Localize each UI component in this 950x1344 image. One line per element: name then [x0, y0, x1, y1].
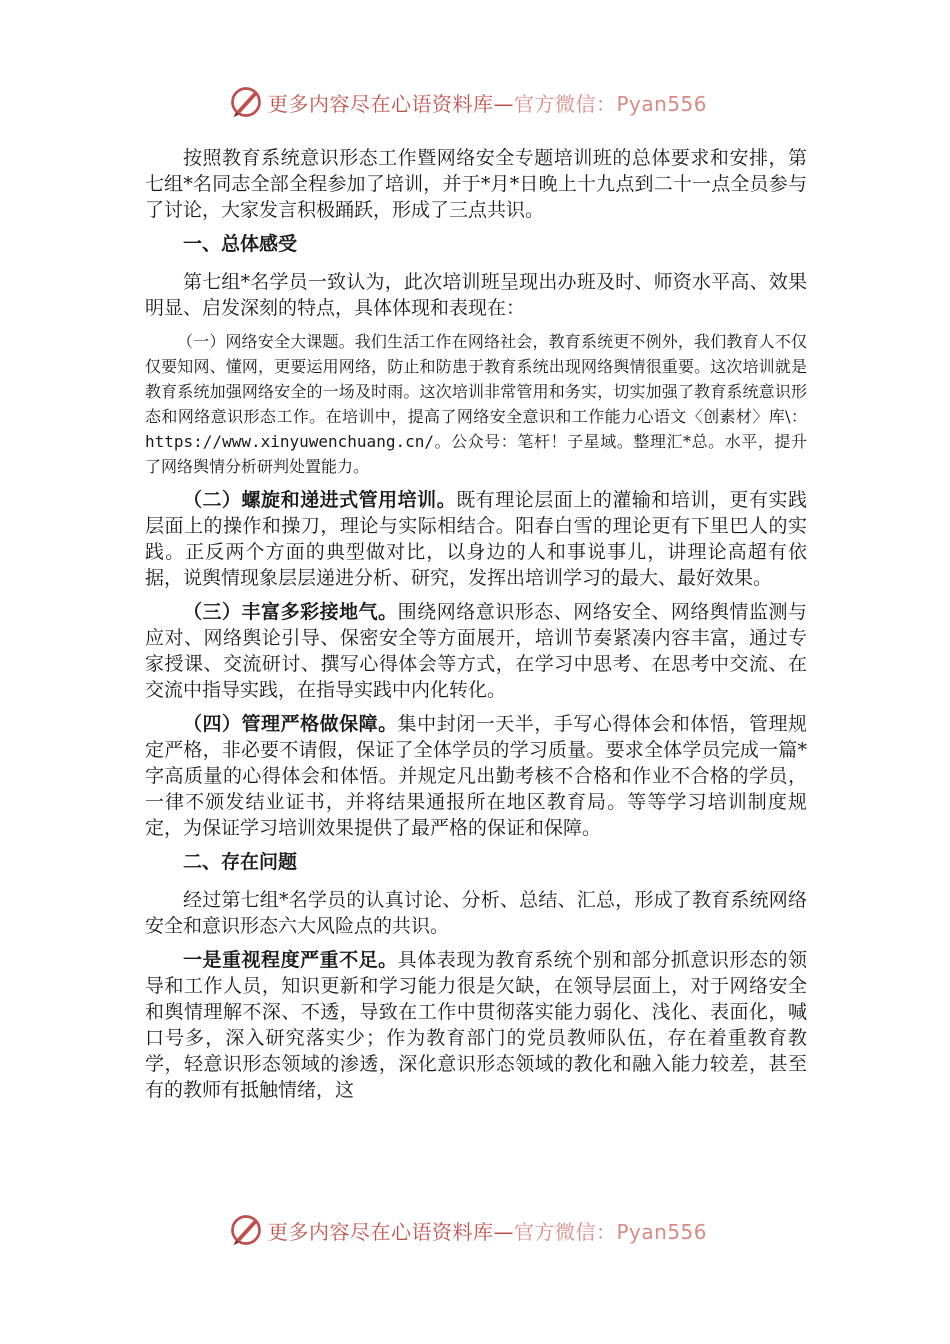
- pen-logo-icon: [228, 1212, 264, 1248]
- watermark-text: 更多内容尽在心语资料库—官方微信：Pyan556: [268, 1219, 708, 1244]
- paragraph-strict-management: （四）管理严格做保障。集中封闭一天半，手写心得体会和体悟，管理规定严格，非必要不请假，保证了全体学员的学习质量。要求全体学员完成一篇*字高质量的心得体会和体悟。并规定凡出勤考核不合格和作业不合格的学员，一律不颁发结业证书，并将结果通报所在地区教育局。等等学习培训制度规定，为保证学习培训效果提供了最严格的保证和保障。: [145, 713, 807, 839]
- pen-logo-icon: [228, 84, 264, 120]
- paragraph-network-security: （一）网络安全大课题。我们生活工作在网络社会，教育系统更不例外，我们教育人不仅仅要知网、懂网，更要运用网络，防止和防患于教育系统出现网络舆情很重要。这次培训就是教育系统加强网络安全的一场及时雨。这次培训非常管用和务实，切实加强了教育系统意识形态和网络意识形态工作。在培训中，提高了网络安全意识和工作能力心语文〈创素材〉库\：https://www.xinyuwenchuang.cn/。公众号：笔杆！子星域。整理汇*总。水平，提升了网络舆情分析研判处置能力。: [145, 332, 807, 476]
- paragraph-spiral-training: （二）螺旋和递进式管用培训。既有理论层面上的灌输和培训，更有实践层面上的操作和操刀，理论与实际相结合。阳春白雪的理论更有下里巴人的实践。正反两个方面的典型做对比，以身边的人和事说事儿，讲理论高超有依据，说舆情现象层层递进分析、研究，发挥出培训学习的最大、最好效果。: [145, 489, 807, 589]
- source-url: https://www.xinyuwenchuang.cn/: [145, 432, 434, 451]
- section-heading-overall: 一、总体感受: [183, 233, 298, 255]
- footer-watermark-banner: [228, 1210, 748, 1250]
- paragraph-insufficient-attention: 一是重视程度严重不足。具体表现为教育系统个别和部分抓意识形态的领导和工作人员，知识更新和学习能力很是欠缺，在领导层面上，对于网络安全和舆情理解不深、不透，导致在工作中贯彻落实能力弱化、浅化、表面化，喊口号多，深入研究落实少；作为教育部门的党员教师队伍，存在着重教育教学，轻意识形态领域的渗透，深化意识形态领域的教化和融入能力较差，甚至有的教师有抵触情绪，这: [145, 949, 807, 1101]
- document-body: [145, 145, 807, 1111]
- paragraph-risk-points: 经过第七组*名学员的认真讨论、分析、总结、汇总，形成了教育系统网络安全和意识形态六大风险点的共识。: [145, 889, 807, 937]
- paragraph-rich-content: （三）丰富多彩接地气。围绕网络意识形态、网络安全、网络舆情监测与应对、网络舆论引导、保密安全等方面展开，培训节奏紧凑内容丰富，通过专家授课、交流研讨、撰写心得体会等方式，在学习中思考、在思考中交流、在交流中指导实践，在指导实践中内化转化。: [145, 601, 807, 701]
- intro-paragraph: 按照教育系统意识形态工作暨网络安全专题培训班的总体要求和安排，第七组*名同志全部全程参加了培训，并于*月*日晚上十九点到二十一点全员参与了讨论，大家发言积极踊跃，形成了三点共识。: [145, 147, 807, 221]
- section-heading-problems: 二、存在问题: [183, 851, 298, 873]
- header-watermark-banner: [228, 82, 748, 122]
- paragraph-consensus: 第七组*名学员一致认为，此次培训班呈现出办班及时、师资水平高、效果明显、启发深刻的特点，具体体现和表现在：: [145, 271, 807, 319]
- watermark-text: 更多内容尽在心语资料库—官方微信：Pyan556: [268, 91, 708, 116]
